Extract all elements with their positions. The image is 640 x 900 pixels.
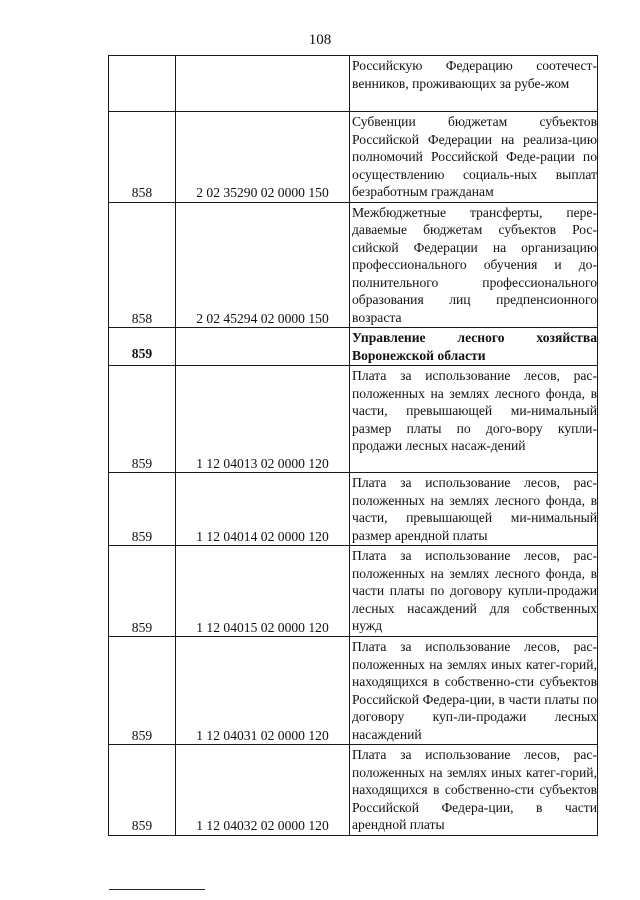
budget-code-cell: 1 12 04031 02 0000 120 (176, 637, 350, 745)
revenue-name-text: Плата за использование лесов, рас-положенных на землях лесного фонда, в части, превышающей ми-нимальный размер арендной платы (352, 475, 597, 543)
table-row (109, 56, 598, 112)
budget-code-cell: 1 12 04014 02 0000 120 (176, 473, 350, 546)
admin-code-cell (109, 56, 176, 112)
table-row-section-header (109, 328, 598, 366)
revenue-name-text: Плата за использование лесов, рас-положенных на землях лесного фонда, в части, превышающей ми-нимальный размер платы по дого-вору купли-продажи лесных насаж-дений (352, 368, 597, 453)
admin-code-cell: 859 (109, 745, 176, 836)
budget-code-cell (176, 328, 350, 366)
revenue-name-text: Российскую Федерацию соотечест-венников, проживающих за рубе-жом (352, 58, 597, 91)
admin-code-cell: 858 (109, 202, 176, 328)
table-row (109, 546, 598, 637)
revenue-name-cell (350, 112, 598, 203)
revenue-name-text: Плата за использование лесов, рас-положенных на землях лесного фонда, в части платы по договору купли-продажи лесных насаждений для собственных нужд (352, 548, 597, 633)
budget-code-cell (176, 56, 350, 112)
revenue-name-cell (350, 56, 598, 112)
revenue-name-cell (350, 546, 598, 637)
revenue-name-text: Плата за использование лесов, рас-положенных на землях иных катег-горий, находящихся в собственно-сти субъектов Российской Федера-ции, в части арендной платы (352, 747, 597, 832)
revenue-name-cell (350, 202, 598, 328)
admin-code-cell: 859 (109, 328, 176, 366)
revenue-name-cell (350, 637, 598, 745)
footnote-separator (109, 889, 205, 890)
revenue-name-cell (350, 473, 598, 546)
table-row (109, 637, 598, 745)
budget-code-cell: 1 12 04032 02 0000 120 (176, 745, 350, 836)
admin-code-cell: 859 (109, 637, 176, 745)
budget-code-cell: 1 12 04015 02 0000 120 (176, 546, 350, 637)
page-number: 108 (308, 32, 332, 48)
revenue-classification-table (108, 55, 598, 836)
revenue-name-text: Межбюджетные трансферты, пере-даваемые бюджетам субъектов Рос-сийской Федерации на организацию профессионального обучения и до-полнительного профессионального образования лиц предпенсионного возраста (352, 204, 597, 325)
admin-code-cell: 859 (109, 546, 176, 637)
budget-code-cell: 2 02 35290 02 0000 150 (176, 112, 350, 203)
budget-code-cell: 1 12 04013 02 0000 120 (176, 366, 350, 473)
revenue-name-cell (350, 366, 598, 473)
table-row (109, 473, 598, 546)
table-row (109, 366, 598, 473)
admin-code-cell: 859 (109, 473, 176, 546)
budget-code-cell: 2 02 45294 02 0000 150 (176, 202, 350, 328)
revenue-name-cell (350, 745, 598, 836)
admin-code-cell: 859 (109, 366, 176, 473)
admin-code-cell: 858 (109, 112, 176, 203)
table-row (109, 112, 598, 203)
revenue-name-text: Плата за использование лесов, рас-положенных на землях иных катег-горий, находящихся в собственно-сти субъектов Российской Федера-ции, в части платы по договору куп-ли-продажи лесных насаждений (352, 639, 597, 742)
table-row (109, 745, 598, 836)
revenue-name-text: Управление лесного хозяйства Воронежской области (352, 330, 597, 363)
revenue-name-cell (350, 328, 598, 366)
table-row (109, 202, 598, 328)
revenue-name-text: Субвенции бюджетам субъектов Российской Федерации на реализа-цию полномочий Российской Феде-рации по осуществлению социаль-ных выплат безработным гражданам (352, 114, 597, 199)
